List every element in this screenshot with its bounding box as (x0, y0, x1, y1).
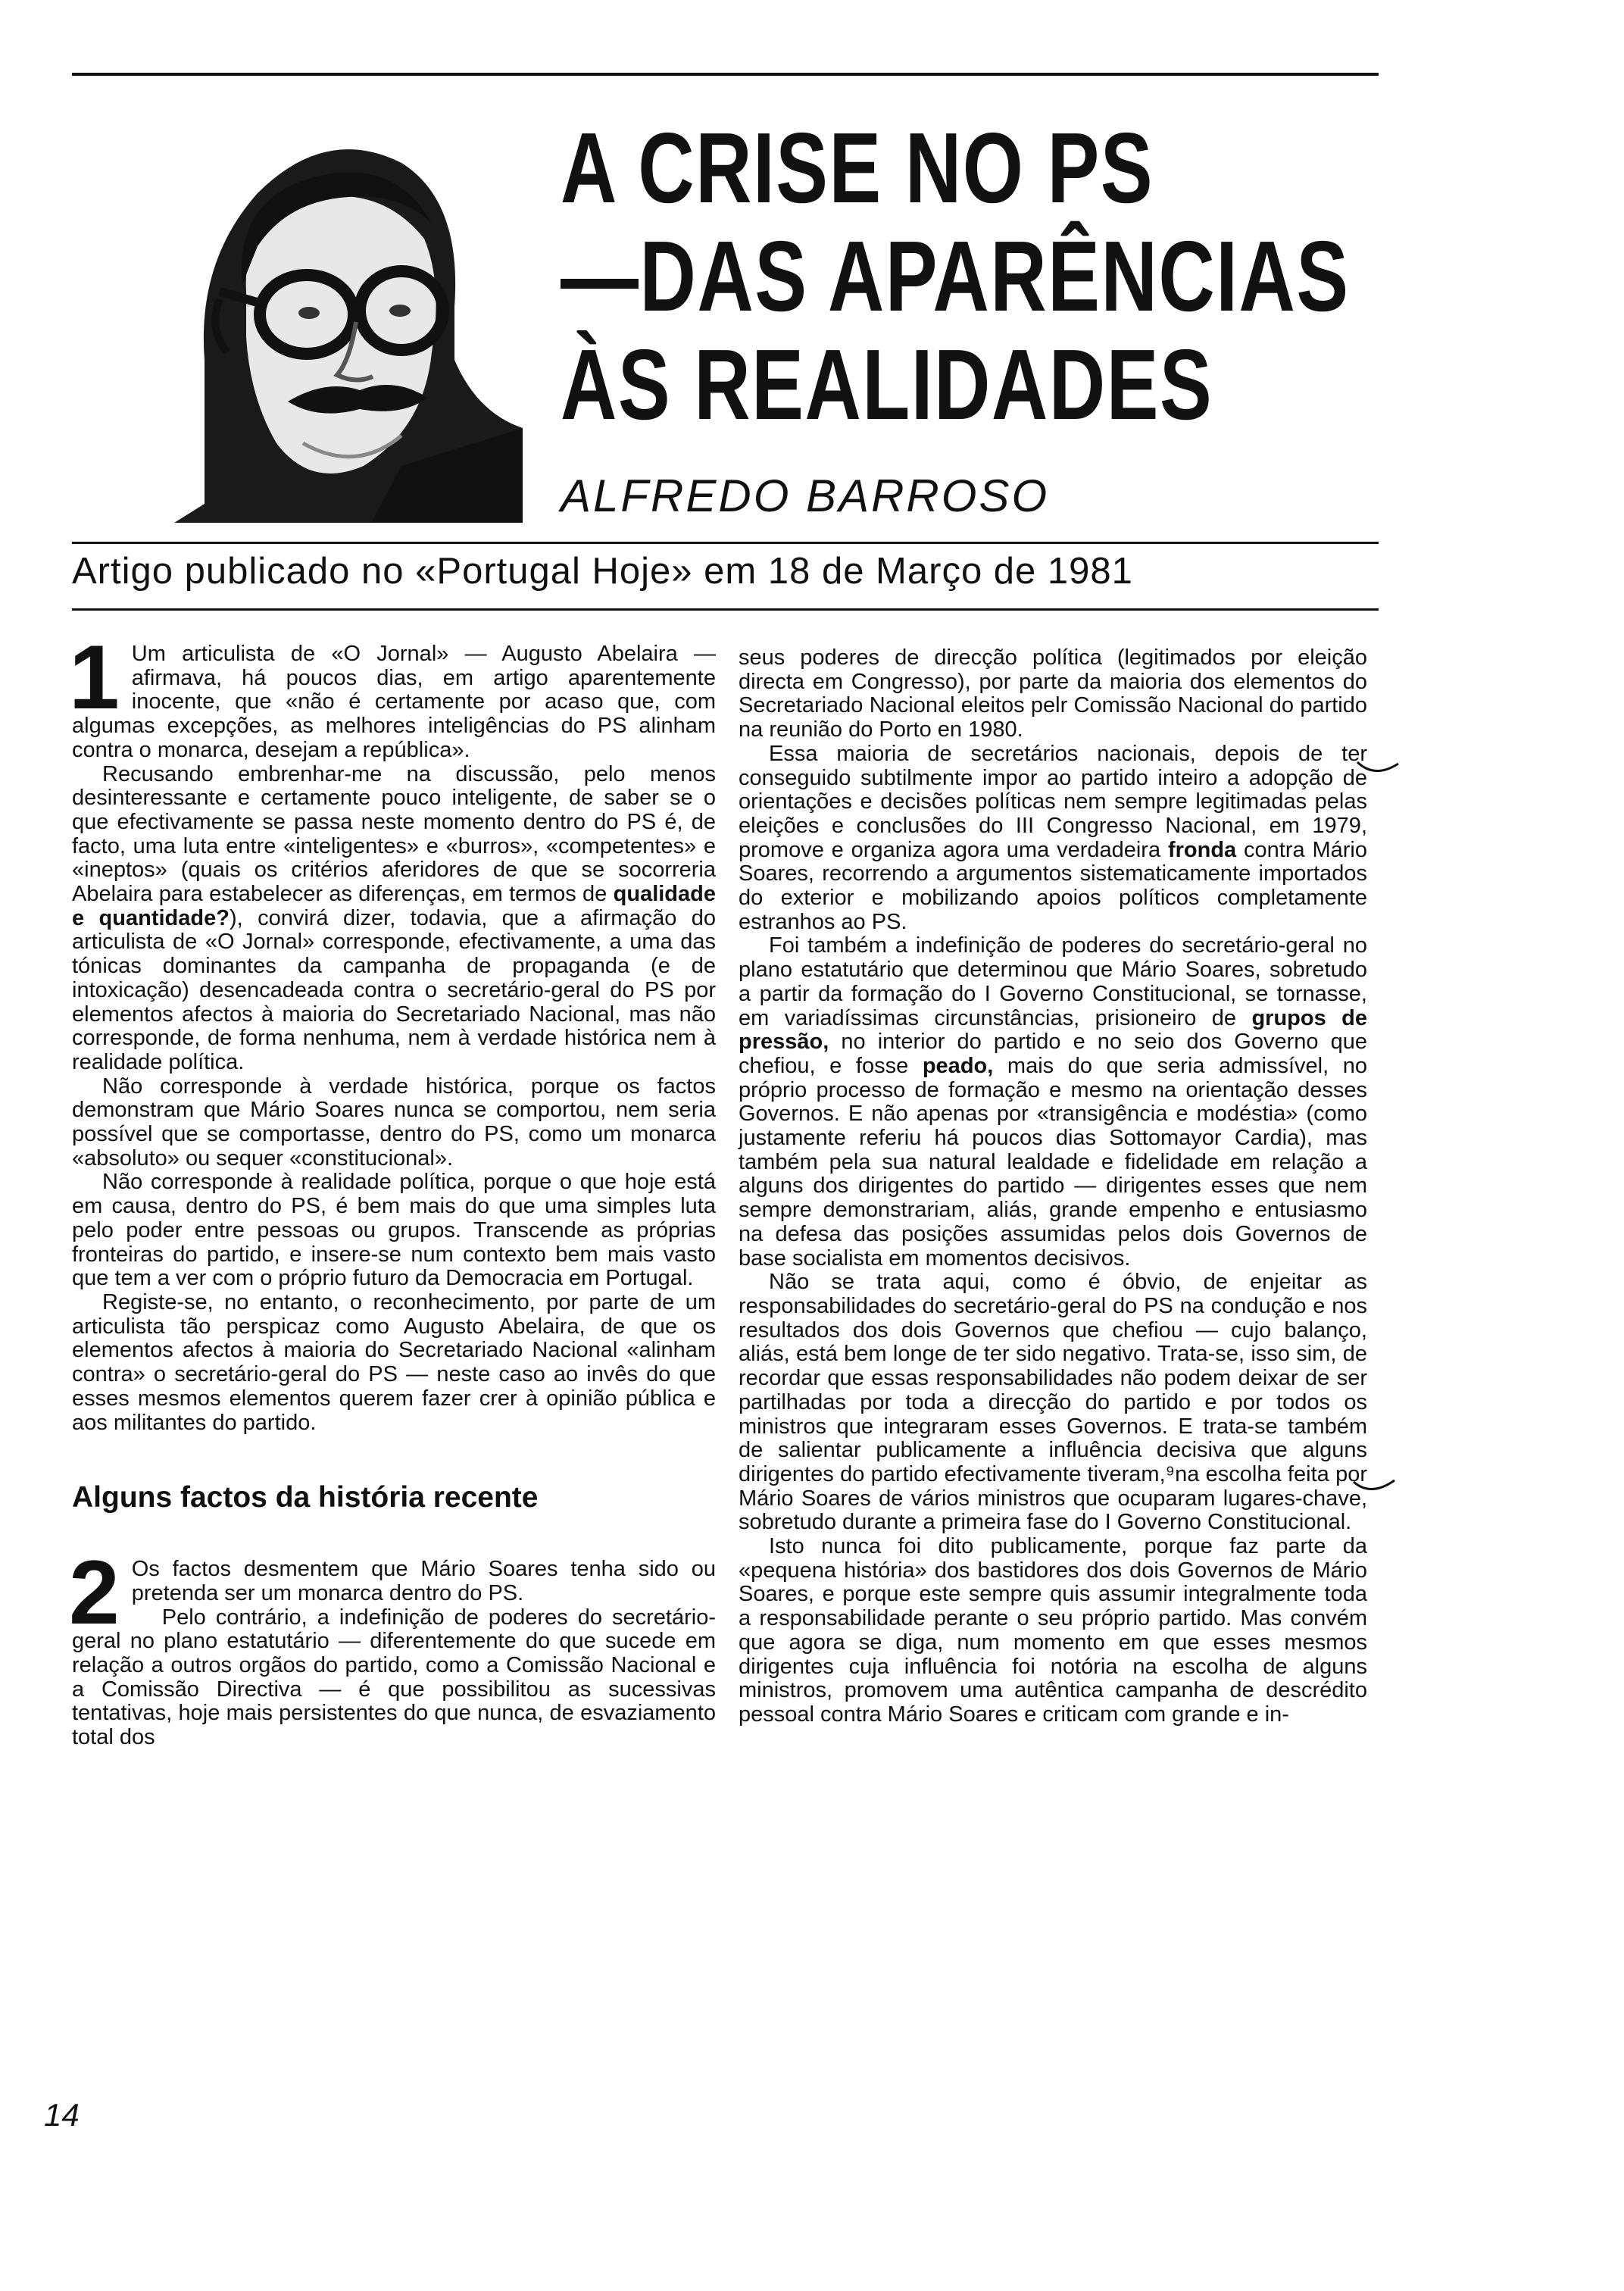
section-1-paragraph-4: Não corresponde à realidade política, porque o que hoje está em causa, dentro do PS, é bem mais do que uma simples luta pelo poder entre pessoas ou grupos. Transcende as próprias fronteiras do partido, e insere-se num contexto bem mais vasto que tem a ver com o próprio futuro da Democracia em Portugal. (72, 1170, 716, 1291)
right-p3-text-a: Foi também a indefinição de poderes do secretário-geral no plano estatutário que determinou que Mário Soares, sobretudo a partir da formação do I Governo Constitucional, se tornasse, em variadíssimas circunstâncias, prisioneiro de (739, 933, 1367, 1030)
section-1-p2-text-c: ), convirá dizer, todavia, que a afirmação do articulista de «O Jornal» corresponde, efectivamente, a uma das tónicas dominantes da campanha de propaganda (e de intoxicação) desencadeada contra o secretário-geral do PS por elementos afectos à maioria do Secretariado Nacional, mas não corresponde, de forma nenhuma, nem à verdade histórica nem à realidade política. (72, 905, 716, 1074)
headline-line-3: ÀS REALIDADES (561, 329, 1213, 440)
publication-note: Artigo publicado no «Portugal Hoje» em 18 de Março de 1981 (72, 551, 1133, 592)
margin-pen-mark-2 (1352, 1477, 1398, 1500)
headline-line-2: —DAS APARÊNCIAS (561, 220, 1350, 332)
section-1-paragraph-2 (72, 763, 716, 1075)
section-1-number: 1 (69, 627, 120, 728)
page-number: 14 (44, 2097, 80, 2133)
emphasis-qualidade: qualidade (613, 882, 716, 907)
section-2-paragraph-1 (69, 1542, 716, 1644)
left-column (69, 627, 716, 1750)
author-portrait (174, 110, 523, 523)
section-1-paragraph-5: Registe-se, no entanto, o reconhecimento, por parte de um articulista tão perspicaz como Augusto Abelaira, de que os elementos afectos à maioria do Secretariado Nacional «alinham contra» o secretário-geral do PS — neste caso ao invês do que esses mesmos elementos querem fazer crer à opinião pública e aos militantes do partido. (72, 1289, 716, 1435)
author-byline: ALFREDO BARROSO (561, 470, 1050, 521)
emphasis-grupos-de-pressao: grupos de pressão, (739, 1005, 1367, 1055)
emphasis-fronda: fronda (1167, 837, 1237, 862)
margin-pen-mark-1 (1356, 758, 1401, 780)
right-p2-text-c: contra Mário Soares, recorrendo a argumentos sistematicamente importados do exterior e mobilizando apoios políticos completamente estranhos ao PS. (739, 837, 1367, 934)
right-p3-text-c: no interior do partido e no seio dos Governo que chefiou, e fosse (739, 1030, 1367, 1078)
top-rule (72, 73, 1379, 76)
subtitle-rule-bottom (72, 608, 1379, 611)
headline-line-1: A CRISE NO PS (561, 112, 1154, 223)
section-1-p2-text-a: Recusando embrenhar-me na discussão, pelo menos desinteressante e certamente pouco inteligente, de saber se o que efectivamente se passa neste momento dentro do PS é, de facto, uma luta entre «inteligentes» e «burros», «competentes» e «ineptos» (quais os critérios aferidores de que se socorreria Abelaira para estabelecer as diferenças, em termos de (72, 761, 716, 907)
section-1-paragraph-3: Não corresponde à verdade histórica, porque os factos demonstram que Mário Soares nunca se comportou, nem seria possível que se comportasse, dentro do PS, como um monarca «absoluto» ou sequer «constitucional». (72, 1074, 716, 1171)
emphasis-quantidade: quantidade? (98, 905, 230, 930)
right-p2-text-a: Essa maioria de secretários nacionais, depois de ter conseguido subtilmente impor ao partido inteiro a adopção de orientações e decisões políticas nem sempre legitimadas pelas eleições e conclusões do III Congresso Nacional, em 1979, promove e organiza agora uma verdadeira (739, 741, 1367, 862)
section-2-paragraph-2: Pelo contrário, a indefinição de poderes do secretário-geral no plano estatutário — diferentemente do que sucede em relação a outros orgãos do partido, como a Comissão Nacional e a Comissão Directiva — é que possibilitou as sucessivas tentativas, hoje mais persistentes do que nunca, de esvaziamento total dos (72, 1605, 716, 1750)
article-headline (561, 112, 1350, 440)
right-paragraph-1: seus poderes de direcção política (legitimados por eleição directa em Congresso), por parte da maioria dos elementos do Secretariado Nacional eleitos pelr Comissão Nacional do partido na reunião do Porto en 1980. (739, 645, 1367, 742)
emphasis-and: e (72, 905, 99, 930)
emphasis-peado: peado, (922, 1053, 994, 1078)
right-column (739, 646, 1367, 1727)
right-paragraph-3 (739, 934, 1367, 1271)
section-2-p1-text: Os factos desmentem que Mário Soares tenha sido ou pretenda ser um monarca dentro do PS. (131, 1557, 716, 1605)
right-paragraph-2 (739, 742, 1367, 935)
right-p3-text-e: mais do que seria admissível, no próprio processo de formação e mesmo na orientação desses Governos. E não apenas por «transigência e modéstia» (como justamente referiu há poucos dias Sottomayor Cardia), mas também pela sua natural lealdade e fidelidade em relação a alguns dos dirigentes do partido — dirigentes esses que nem sempre demonstrariam, aliás, grande empenho e entusiasmo na defesa das posições assumidas pelos dois Governos de base socialista em momentos decisivos. (739, 1053, 1367, 1271)
section-1-p1-text: Um articulista de «O Jornal» — Augusto Abelaira — afirmava, há poucos dias, em artigo aparentemente inocente, que «não é certamente por acaso que, com algumas excepções, as melhores inteligências do PS alinham contra o monarca, desejam a república». (72, 642, 716, 762)
section-2-number: 2 (69, 1542, 120, 1644)
subtitle-rule-top (72, 542, 1379, 544)
right-paragraph-5: Isto nunca foi dito publicamente, porque faz parte da «pequena história» dos bastidores dos dois Governos de Mário Soares, e porque este sempre quis assumir integralmente toda a responsabilidade perante o seu próprio partido. Mas convém que agora se diga, num momento em que esses mesmos dirigentes cuja influência foi notória na escolha de alguns ministros, promovem uma autêntica campanha de descrédito pessoal contra Mário Soares e criticam com grande e in- (739, 1534, 1367, 1727)
section-heading: Alguns factos da história recente (72, 1481, 539, 1514)
section-1-paragraph-1 (69, 627, 716, 763)
right-paragraph-4: Não se trata aqui, como é óbvio, de enjeitar as responsabilidades do secretário-geral do PS na condução e nos resultados dos dois Governos que chefiou — cujo balanço, aliás, está bem longe de ter sido negativo. Trata-se, isso sim, de recordar que essas responsabilidades não podem deixar de ser partilhadas por toda a direcção do partido e por todos os ministros que integraram esses Governos. E trata-se também de salientar publicamente a influência decisiva que alguns dirigentes do partido efectivamente tiveram,⁹na escolha feita por Mário Soares de vários ministros que ocuparam lugares-chave, sobretudo durante a primeira fase do I Governo Constitucional. (739, 1270, 1367, 1535)
